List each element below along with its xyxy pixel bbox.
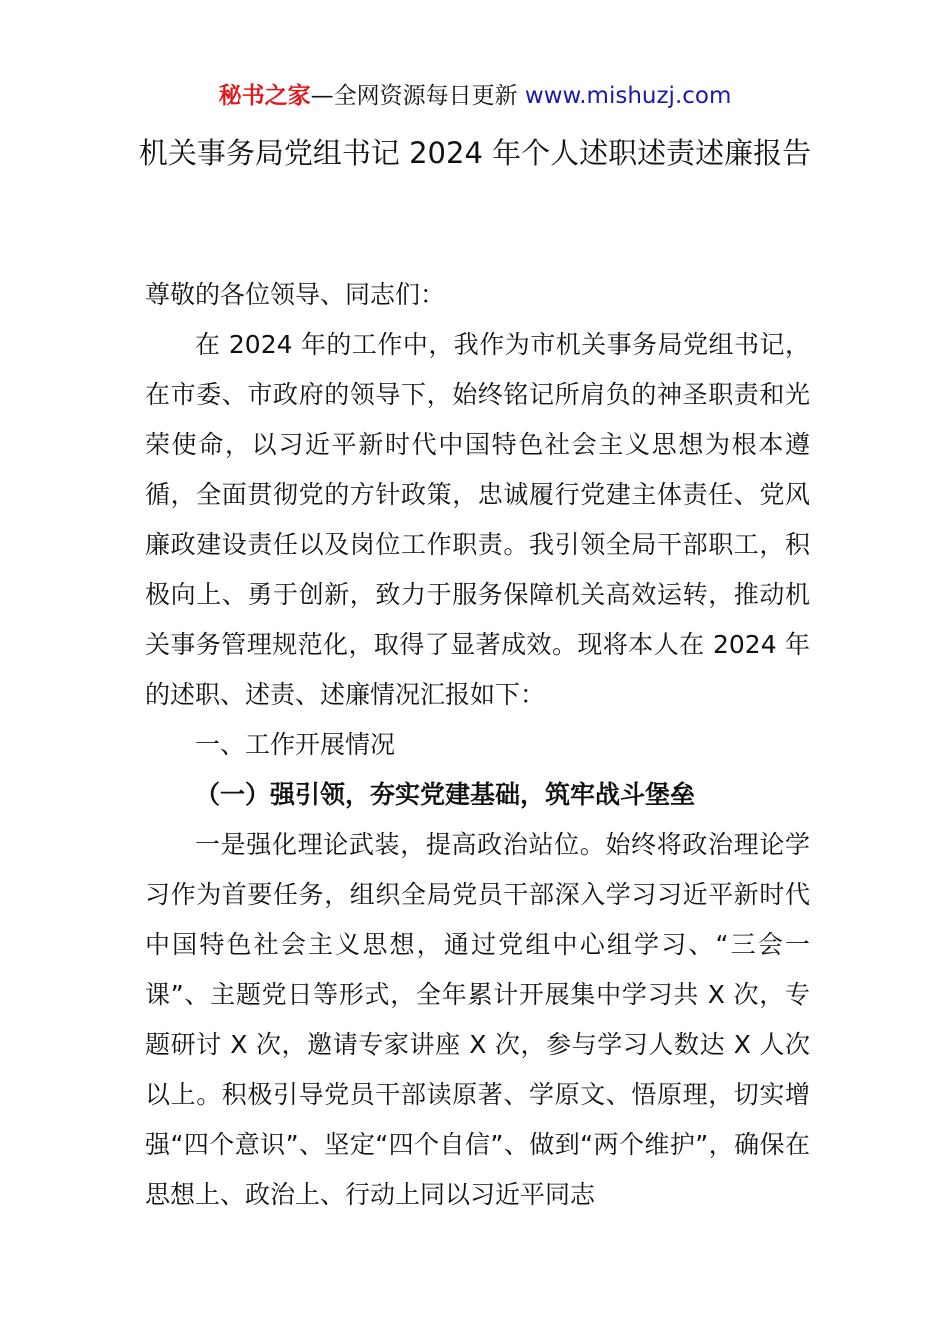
document-body (145, 270, 810, 1220)
site-header (0, 80, 950, 112)
document-title: 机关事务局党组书记 2024 年个人述职述责述廉报告 (138, 136, 812, 170)
body-paragraph: 一是强化理论武装，提高政治站位。始终将政治理论学习作为首要任务，组织全局党员干部深入学习习近平新时代中国特色社会主义思想，通过党组中心组学习、“三会一课”、主题党日等形式，全年累计开展集中学习共 X 次，专题研讨 X 次，邀请专家讲座 X 次，参与学习人数达 X 人次以上。积极引导党员干部读原著、学原文、悟原理，切实增强“四个意识”、坚定“四个自信”、做到“两个维护”，确保在思想上、政治上、行动上同以习近平同志 (145, 830, 810, 1209)
intro-paragraph: 在 2024 年的工作中，我作为市机关事务局党组书记，在市委、市政府的领导下，始终铭记所肩负的神圣职责和光荣使命，以习近平新时代中国特色社会主义思想为根本遵循，全面贯彻党的方针政策，忠诚履行党建主体责任、党风廉政建设责任以及岗位工作职责。我引领全局干部职工，积极向上、勇于创新，致力于服务保障机关高效运转，推动机关事务管理规范化，取得了显著成效。现将本人在 2024 年的述职、述责、述廉情况汇报如下： (145, 330, 810, 709)
site-url-link[interactable]: www.mishuzj.com (524, 83, 732, 109)
salutation: 尊敬的各位领导、同志们： (145, 280, 446, 309)
brand-name: 秘书之家 (218, 83, 311, 109)
section-heading: 一、工作开展情况 (195, 730, 396, 759)
header-tagline: —全网资源每日更新 (310, 83, 525, 109)
subsection-heading: （一）强引领，夯实党建基础，筑牢战斗堡垒 (195, 780, 696, 809)
